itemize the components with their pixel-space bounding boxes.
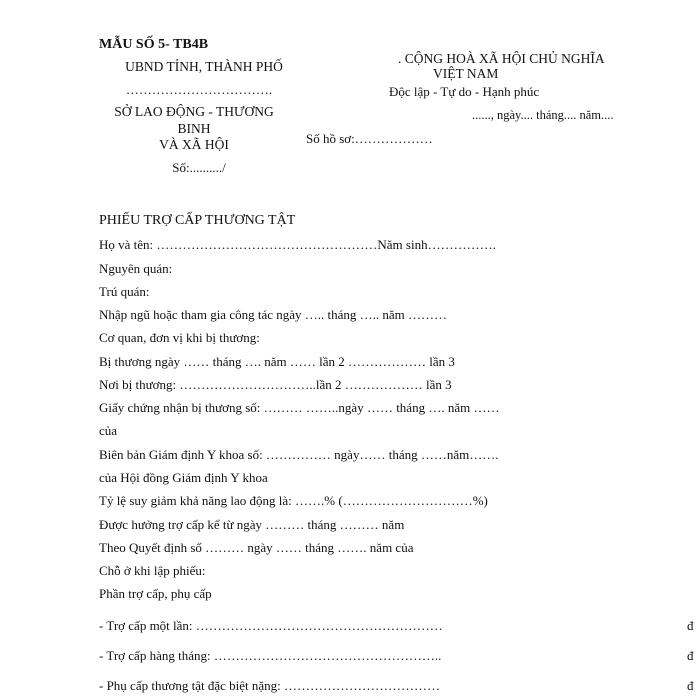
field-current-address: Chỗ ở khi lập phiếu: xyxy=(99,563,206,578)
document-number: Số:........../ xyxy=(172,160,226,175)
benefit-row xyxy=(99,618,694,634)
field-unit: Cơ quan, đơn vị khi bị thương: xyxy=(99,330,260,345)
field-decision: Theo Quyết định số ……… ngày …… tháng ……. năm của xyxy=(99,540,414,555)
field-injury-certificate: Giấy chứng nhận bị thương số: ……… ……..ngày …… tháng …. năm …… xyxy=(99,400,500,415)
benefit-label: - Trợ cấp một lần: ………………………………………………… xyxy=(99,618,443,633)
form-title: PHIẾU TRỢ CẤP THƯƠNG TẬT xyxy=(99,213,296,228)
motto: Độc lập - Tự do - Hạnh phúc xyxy=(389,84,540,99)
dept-line3: VÀ XÃ HỘI xyxy=(159,137,229,152)
agency-line1: UBND TỈNH, THÀNH PHỐ xyxy=(125,59,283,74)
field-residence: Trú quán: xyxy=(99,284,150,299)
field-medical-council: của Hội đồng Giám định Y khoa xyxy=(99,470,268,485)
field-injury-place: Nơi bị thương: …………………………..lần 2 ……………… lần 3 xyxy=(99,377,452,392)
file-number: Số hồ sơ:……………… xyxy=(306,131,433,146)
benefit-label: - Phụ cấp thương tật đặc biệt nặng: ……………………………… xyxy=(99,678,441,693)
country-line1: . CỘNG HOÀ XÃ HỘI CHỦ NGHĨA xyxy=(398,51,605,66)
section-benefits-heading: Phần trợ cấp, phụ cấp xyxy=(99,586,212,601)
field-medical-report: Biên bản Giám định Y khoa số: …………… ngày…… tháng ……năm……. xyxy=(99,447,499,462)
currency-unit: đ xyxy=(687,678,694,693)
field-injury-date: Bị thương ngày …… tháng …. năm …… lần 2 ……………… lần 3 xyxy=(99,354,455,369)
currency-unit: đ xyxy=(687,618,694,633)
date-line: ......, ngày.... tháng.... năm.... xyxy=(472,108,614,122)
benefit-row xyxy=(99,678,694,694)
currency-unit: đ xyxy=(687,648,694,663)
field-enlistment-date: Nhập ngũ hoặc tham gia công tác ngày ….. tháng ….. năm ……… xyxy=(99,307,448,322)
form-code: MẪU SỐ 5- TB4B xyxy=(99,37,209,52)
dept-line1: SỞ LAO ĐỘNG - THƯƠNG xyxy=(114,104,274,119)
field-name-birthyear: Họ và tên: ……………………………………………Năm sinh……………. xyxy=(99,237,496,252)
field-disability-rate: Tỷ lệ suy giảm khả năng lao động là: …….% (…………………………%) xyxy=(99,493,488,508)
country-line2: VIỆT NAM xyxy=(433,66,499,81)
agency-dots: ……………………………. xyxy=(125,82,273,97)
dept-line2: BINH xyxy=(177,121,211,136)
field-benefit-start: Được hưởng trợ cấp kể từ ngày ……… tháng ……… năm xyxy=(99,517,405,532)
field-hometown: Nguyên quán: xyxy=(99,261,173,276)
benefit-row xyxy=(99,648,694,664)
benefit-label: - Trợ cấp hàng tháng: …………………………………………….. xyxy=(99,648,442,663)
field-certificate-issuer: của xyxy=(99,423,118,438)
